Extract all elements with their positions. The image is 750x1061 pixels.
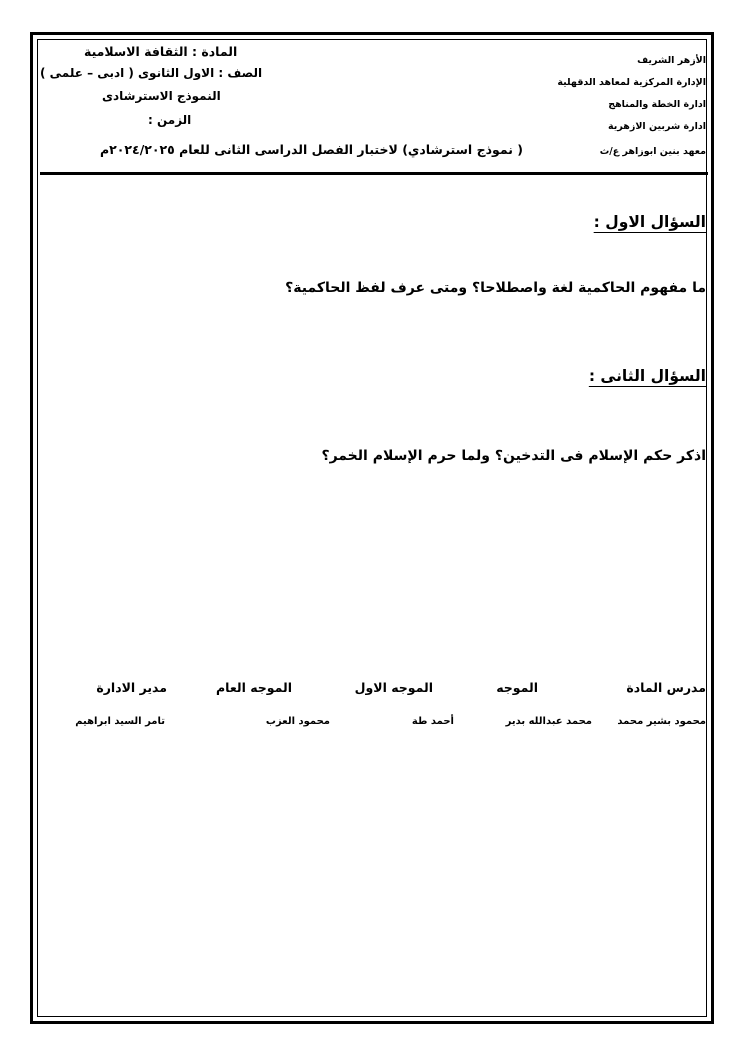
signature-name-director: تامر السيد ابراهيم: [75, 716, 165, 727]
signature-name-general-supervisor: محمود العزب: [265, 716, 330, 727]
signature-name-teacher: محمود بشير محمد: [617, 716, 706, 727]
institution-line-planning: ادارة الخطة والمناهج: [608, 99, 706, 110]
signature-title-first-supervisor: الموجه الاول: [354, 680, 433, 695]
header-divider: [40, 172, 708, 175]
signature-name-supervisor: محمد عبدالله بدير: [505, 716, 592, 727]
grade-label: الصف : الاول الثانوى ( ادبى – علمى ): [40, 66, 263, 80]
question-2-text: اذكر حكم الإسلام فى التدخين؟ ولما حرم الإسلام الخمر؟: [321, 448, 706, 464]
model-label: النموذج الاسترشادى: [102, 89, 221, 103]
signature-title-general-supervisor: الموجه العام: [215, 680, 292, 695]
page-border-inner: [37, 39, 707, 1017]
subject-label: المادة : الثقافة الاسلامية: [84, 44, 238, 59]
question-2-heading: السؤال الثانى :: [588, 367, 706, 385]
institution-line-azhar: الأزهر الشريف: [637, 55, 706, 66]
signature-title-supervisor: الموجه: [496, 680, 538, 695]
exam-title: ( نموذج استرشادي) لاختبار الفصل الدراسى الثانى للعام ٢٠٢٤/٢٠٢٥م: [100, 142, 523, 157]
time-label: الزمن :: [148, 113, 192, 127]
institution-line-institute: معهد بنين ابوزاهر ع/ث: [599, 146, 706, 157]
question-1-text: ما مفهوم الحاكمية لغة واصطلاحا؟ ومتى عرف لفظ الحاكمية؟: [285, 280, 706, 296]
institution-line-central-admin: الإدارة المركزية لمعاهد الدقهلية: [557, 77, 706, 88]
page-border: [30, 32, 714, 1024]
signature-title-teacher: مدرس المادة: [626, 680, 706, 695]
question-1-heading: السؤال الاول :: [593, 213, 706, 231]
signature-name-first-supervisor: أحمد طة: [411, 716, 454, 727]
signature-title-director: مدير الادارة: [96, 680, 167, 695]
institution-line-district: ادارة شربين الازهرية: [608, 121, 706, 132]
